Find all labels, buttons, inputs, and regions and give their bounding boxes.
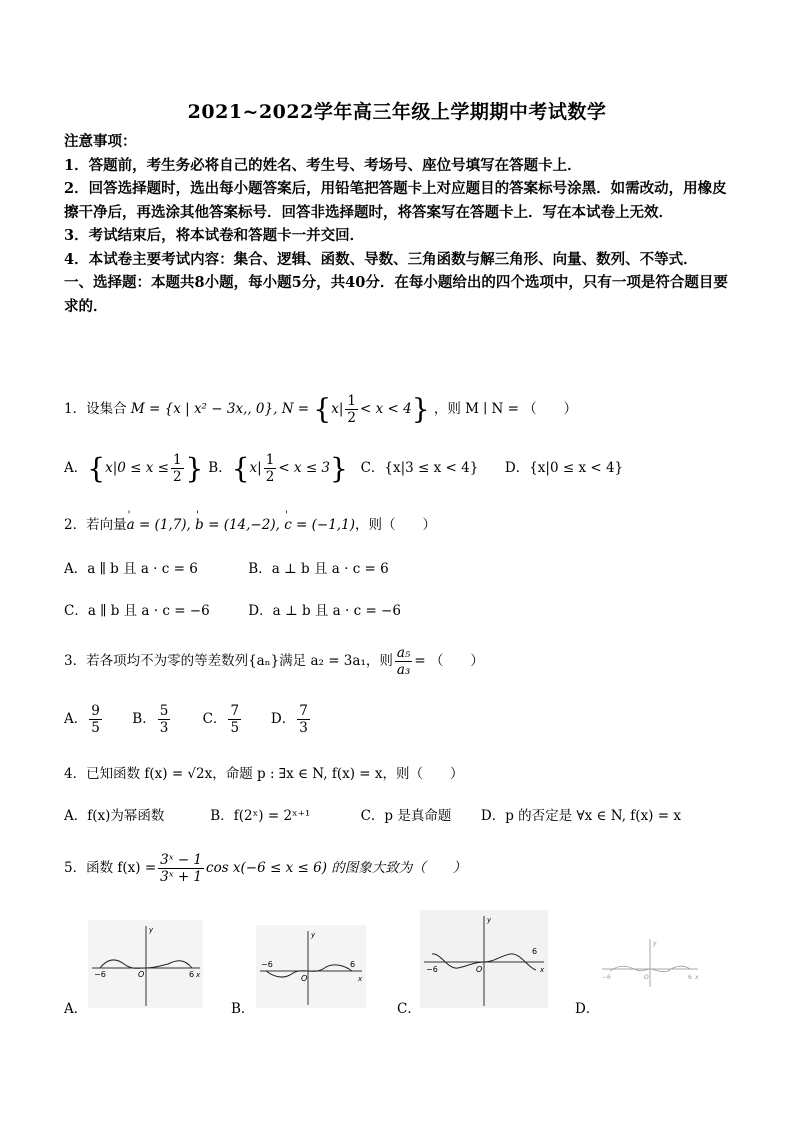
graph-a-neg-label: −6 [94,970,106,979]
q2-option-a: A．a ∥ b 且 a · c = 6 [64,561,198,577]
graph-a-origin: O [138,970,145,979]
graph-d-origin: O [644,974,649,981]
graph-b-pos-label: 6 [350,960,356,969]
q3-d-num: 7 [299,703,308,719]
page-title: 2021~2022学年高三年级上学期期中考试数学 [187,101,607,123]
q3-option-d [271,703,312,736]
q3-a-num: 9 [91,703,100,719]
question-4-stem: 4．已知函数 f(x) = √2x，命题 p : ∃x ∈ N, f(x) = x，则（ ） [64,766,464,782]
q1-a-pre: x|0 ≤ x ≤ [105,460,169,476]
q5-graph-d [598,935,703,990]
q2-prefix: 2．若向量 [64,517,127,533]
graph-d-neg-label: −6 [602,974,611,981]
graph-c-origin: O [476,965,483,974]
q1-b-label: B． [208,460,232,476]
graph-b-y-label: y [311,931,316,939]
q1-prefix: 1．设集合 [64,401,127,417]
section-heading: 一、选择题：本题共8小题，每小题5分，共40分．在每小题给出的四个选项中，只有一项是符合题目要求的． [64,274,728,315]
graph-c-neg-label: −6 [426,965,438,974]
q2-c-value: = (−1,1) [291,517,355,533]
q3-option-c [203,703,267,736]
q1-b-fraction [264,452,277,485]
q4-option-a: A．f(x)为幂函数 [64,808,165,824]
q1-suffix: ，则 M ∣ N = （ ） [433,401,578,417]
graph-c-pos-label: 6 [532,947,538,956]
q1-a-den: 2 [172,469,182,485]
graph-b-neg-label: −6 [261,960,273,969]
q4-option-c: C．p 是真命题 [360,808,452,824]
q1-brace-open: { [313,392,332,426]
q2-vector-b: ' b [195,515,204,535]
q4-option-d: D．p 的否定是 ∀x ∈ N, f(x) = x [480,808,681,824]
q3-frac-den: a₃ [396,662,411,678]
q3-d-label: D． [270,711,296,727]
q1-b-brace-close: } [330,452,348,485]
q1-a-label: A． [64,460,88,476]
question-2-options-row-2 [64,599,401,619]
q1-set-m: M = {x | x² − 3x,, 0} [130,401,274,417]
q3-d-fraction [297,703,310,736]
q1-a-fraction [171,452,184,485]
graph-a-pos-label: 6 [189,970,195,979]
question-2-stem [64,515,744,535]
q1-a-brace-close: } [185,452,204,485]
q5-option-a: A． [64,1001,88,1017]
q3-option-a [64,703,128,736]
q3-c-label: C． [202,711,227,727]
notes-block [64,130,734,318]
note-item-1: 1．答题前，考生务必将自己的姓名、考生号、考场号、座位号填写在答题卡上． [64,156,582,174]
q5-graph-c [420,910,548,1008]
q4-option-b: B．f(2ˣ) = 2ˣ⁺¹ [210,808,311,824]
notes-heading: 注意事项： [64,133,137,150]
q1-brace-close: } [411,392,430,426]
q3-d-den: 3 [299,720,308,736]
q5-graph-a [88,920,203,1008]
question-3-options [64,703,312,736]
q5-frac-num: 3ˣ − 1 [160,852,203,868]
q1-b-brace-open: { [231,452,250,485]
q3-a-label: A． [64,711,88,727]
q3-a-fraction [89,703,102,736]
q1-n-fraction [345,393,358,426]
graph-c-x-label: x [540,966,545,974]
q1-a-num: 1 [172,452,182,468]
q3-suffix: = （ ） [414,653,484,669]
q1-b-den: 2 [265,469,275,485]
q3-b-fraction [158,703,171,736]
question-5-stem [64,852,744,885]
q2-option-b: B．a ⊥ b 且 a · c = 6 [248,561,389,577]
graph-b-x-label: x [358,975,363,983]
q1-option-b [208,452,356,485]
q2-vector-a: ' a [127,515,135,535]
graph-a-y-label: y [149,926,154,934]
question-3-stem [64,645,744,678]
q3-b-num: 5 [159,703,169,719]
q1-option-d: D．{x|0 ≤ x < 4} [504,460,624,476]
q1-n-set-post: < x < 4 [360,401,412,417]
graph-a-x-label: x [196,971,201,979]
question-2-options-row-1 [64,557,389,577]
q3-c-num: 7 [230,703,240,719]
graph-d-y-label: y [653,940,657,947]
q1-n-prefix: , N = [273,401,310,417]
q1-n-set-pre: x| [331,401,344,417]
q3-a-den: 5 [91,720,100,736]
question-1-options [64,452,623,485]
q2-option-c: C．a ∥ b 且 a · c = −6 [64,603,210,619]
q2-vector-c: ' c [284,515,292,535]
q5-graph-b [256,925,366,1008]
q1-b-pre: x| [249,460,262,476]
q5-option-b: B． [231,1001,255,1017]
q3-frac-num: a₅ [396,645,411,661]
q3-fraction [395,645,412,678]
note-item-2: 2．回答选择题时，选出每小题答案后，用铅笔把答题卡上对应题目的答案标号涂黑．如需改动，用橡皮擦干净后，再选涂其他答案标号．回答非选择题时，将答案写在答题卡上．写在本试卷上无效． [64,180,727,221]
q3-b-label: B． [132,711,156,727]
q5-frac-den: 3ˣ + 1 [160,869,203,885]
graph-d-x-label: x [695,974,699,981]
q1-n-frac-den: 2 [347,410,357,426]
q2-option-d: D．a ⊥ b 且 a · c = −6 [248,603,401,619]
q1-b-num: 1 [265,452,275,468]
graph-d-pos-label: 6 [688,974,692,981]
q3-c-fraction [228,703,241,736]
q5-option-d: D． [575,1001,600,1017]
question-4-options [64,804,681,824]
q2-a-value: = (1,7), [134,517,196,533]
graph-c-y-label: y [487,916,492,924]
q1-option-c: C．{x|3 ≤ x < 4} [360,460,479,476]
q2-suffix: ，则（ ） [354,517,436,533]
note-item-3: 3．考试结束后，将本试卷和答题卡一并交回． [64,227,365,244]
q3-option-b [132,703,198,736]
q5-fraction [158,852,204,885]
q1-n-frac-num: 1 [347,393,357,409]
note-item-4: 4．本试卷主要考试内容：集合、逻辑、函数、导数、三角函数与解三角形、向量、数列、不等式． [64,250,698,268]
q3-c-den: 5 [230,720,240,736]
q5-option-c: C． [397,1001,421,1017]
q1-a-brace-open: { [87,452,106,485]
graph-b-origin: O [301,974,308,983]
question-1-stem [64,393,744,426]
q1-option-a [64,452,204,485]
q2-b-value: = (14,−2), [203,517,285,533]
q1-b-post: < x ≤ 3 [278,460,331,476]
q5-prefix: 5．函数 f(x) = [64,860,157,876]
q5-suffix: cos x(−6 ≤ x ≤ 6) 的图象大致为（ ） [206,860,467,876]
q3-stem-text: 3．若各项均不为零的等差数列{aₙ}满足 a₂ = 3a₁，则 [64,653,393,669]
q3-b-den: 3 [159,720,169,736]
